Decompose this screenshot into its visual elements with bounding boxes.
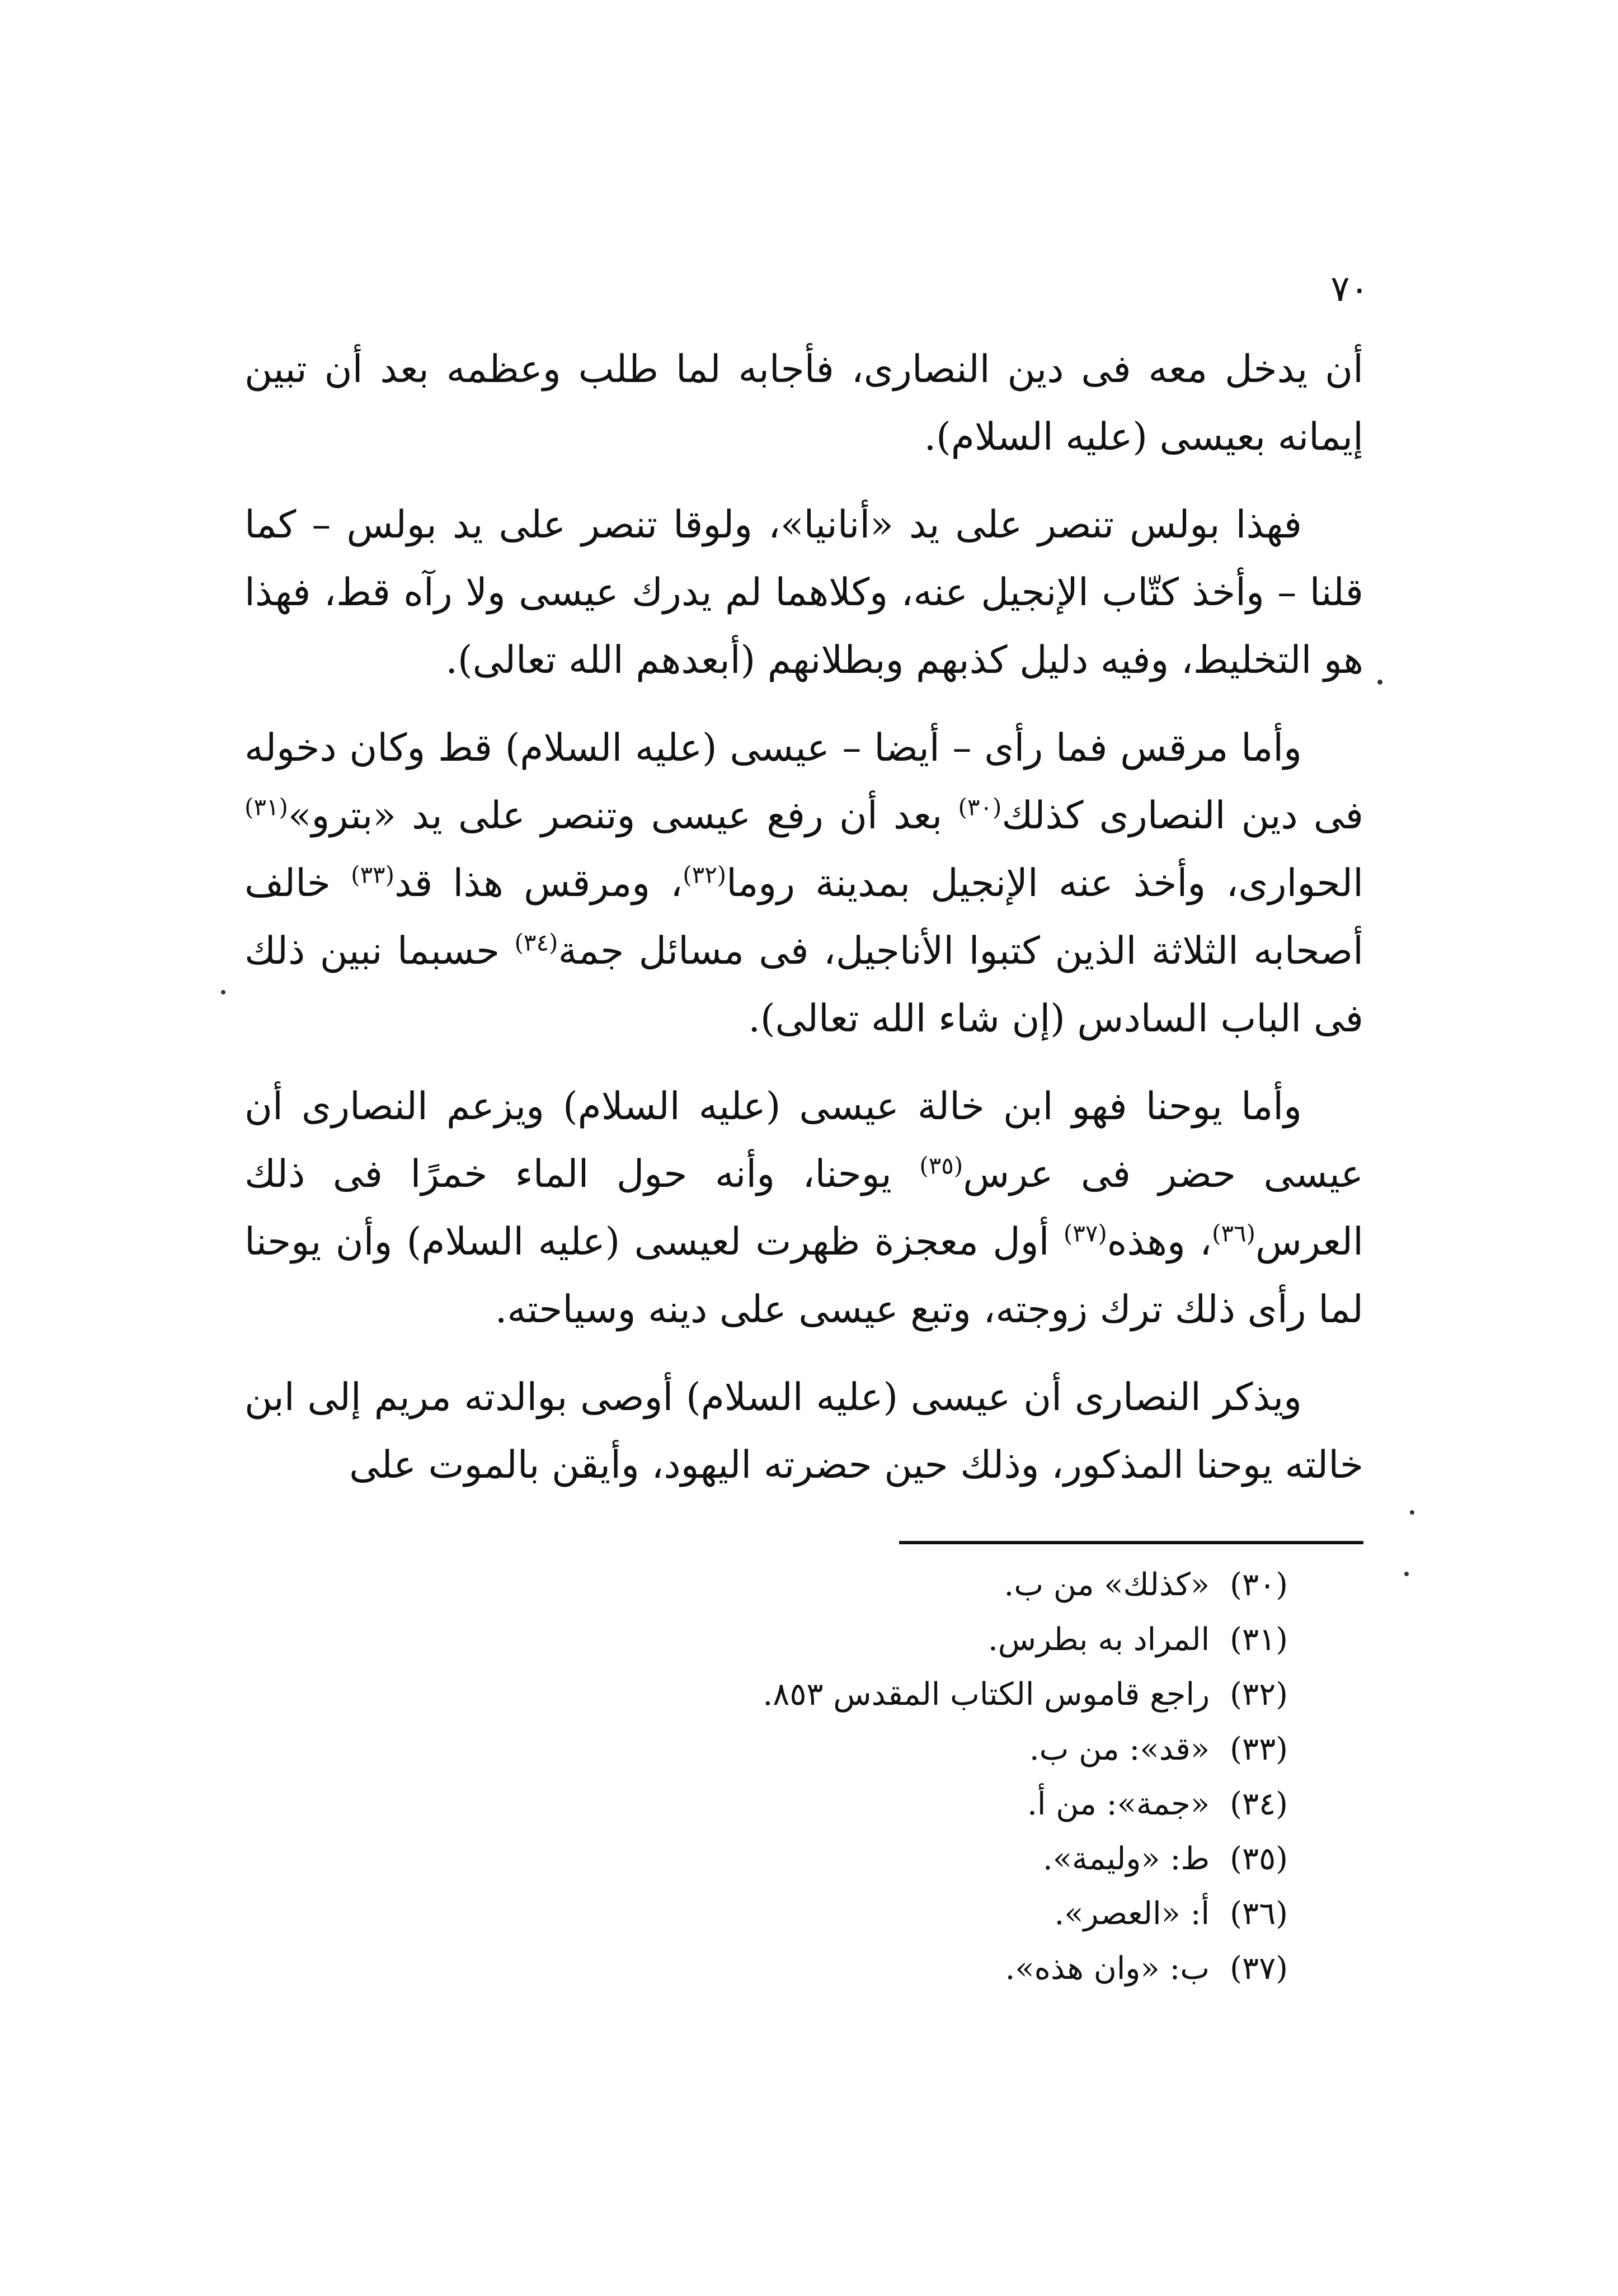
footnote-number: (٣٣): [1230, 1731, 1288, 1767]
scan-speck: [1410, 1510, 1414, 1515]
footnote-ref-35[interactable]: (٣٥): [919, 1152, 963, 1180]
footnote-ref-32[interactable]: (٣٢): [683, 861, 727, 889]
paragraph-4-text: أول معجزة ظهرت لعيسى (عليه السلام) وأن يوحنا لما رأى ذلك ترك زوجته، وتبع عيسى على دينه وسياحته.: [244, 1220, 1363, 1332]
paragraph-4-text: يوحنا، وأنه حول الماء خمرًا فى ذلك العرس: [244, 1152, 1363, 1264]
footnote-37: [561, 1941, 1288, 1996]
footnote-text: «قد»: من ب.: [1029, 1731, 1210, 1767]
footnote-34: [561, 1777, 1288, 1832]
footnote-ref-33[interactable]: (٣٣): [351, 861, 394, 889]
footnote-ref-36[interactable]: (٣٦): [1212, 1219, 1256, 1247]
footnote-32: [561, 1667, 1288, 1722]
paragraph-5: ويذكر النصارى أن عيسى (عليه السلام) أوصى بوالدته مريم إلى ابن خالته يوحنا المذكور، وذلك حين حضرته اليهود، وأيقن بالموت على: [244, 1375, 1363, 1487]
footnote-30: [561, 1558, 1288, 1613]
paragraph-3: [244, 714, 1363, 1053]
footnote-text: ب: «وان هذه».: [1005, 1950, 1210, 1987]
footnote-36: [561, 1887, 1288, 1941]
page-number: ٧٠: [1330, 268, 1369, 310]
scan-speck: [1377, 680, 1382, 685]
footnote-separator: [899, 1541, 1363, 1544]
scan-speck: [1404, 1572, 1409, 1576]
footnote-text: المراد به بطرس.: [987, 1621, 1210, 1658]
footnote-number: (٣١): [1230, 1621, 1288, 1658]
footnote-text: راجع قاموس الكتاب المقدس ٨٥٣.: [763, 1676, 1210, 1713]
footnote-31: [561, 1613, 1288, 1667]
footnote-text: «كذلك» من ب.: [1004, 1567, 1210, 1603]
footnote-number: (٣٥): [1230, 1841, 1288, 1877]
footnotes-list: [561, 1558, 1288, 1996]
paragraph-3-text: ، ومرقس هذا قد: [394, 861, 683, 906]
main-text: [244, 336, 1363, 1519]
footnote-number: (٣٦): [1230, 1896, 1288, 1932]
footnote-number: (٣٢): [1230, 1676, 1288, 1713]
paragraph-3-text: وأما مرقس فما رأى – أيضا – عيسى (عليه السلام) قط وكان دخوله فى دين النصارى كذلك: [244, 726, 1363, 838]
footnote-33: [561, 1722, 1288, 1777]
footnote-ref-31[interactable]: (٣١): [244, 793, 288, 821]
paragraph-4: [244, 1073, 1363, 1343]
footnote-text: أ: «العصر».: [1054, 1896, 1210, 1932]
paragraph-4-text: وأما يوحنا فهو ابن خالة عيسى (عليه السلام) ويزعم النصارى أن عيسى حضر فى عرس: [244, 1085, 1363, 1196]
footnote-number: (٣٤): [1230, 1786, 1288, 1822]
paragraph-3-text: بعد أن رفع عيسى وتنصر على يد «بترو»: [288, 794, 958, 838]
paragraph-3-text: خالف أصحابه الثلاثة الذين كتبوا الأناجيل، فى مسائل جمة: [244, 861, 1363, 973]
scan-speck: [221, 990, 225, 994]
paragraph-2: فهذا بولس تنصر على يد «أنانيا»، ولوقا تنصر على يد بولس – كما قلنا – وأخذ كتّاب الإنجيل عنه، وكلاهما لم يدرك عيسى ولا رآه قط، فهذا هو التخليط، وفيه دليل كذبهم وبطلانهم (أبعدهم الله تعالى).: [244, 503, 1363, 682]
footnote-ref-30[interactable]: (٣٠): [958, 793, 1002, 821]
footnote-ref-34[interactable]: (٣٤): [514, 928, 558, 956]
footnote-text: ط: «وليمة».: [1042, 1841, 1210, 1877]
footnote-number: (٣٠): [1230, 1567, 1288, 1603]
paragraph-4-text: ، وهذه: [1107, 1220, 1212, 1264]
footnote-text: «جمة»: من أ.: [1027, 1786, 1210, 1822]
paragraph-3-text: حسبما نبين ذلك فى الباب السادس (إن شاء الله تعالى).: [244, 929, 1363, 1041]
footnote-35: [561, 1832, 1288, 1887]
footnote-ref-37[interactable]: (٣٧): [1063, 1219, 1107, 1247]
paragraph-3-text: الحوارى، وأخذ عنه الإنجيل بمدينة روما: [726, 861, 1363, 906]
footnote-number: (٣٧): [1230, 1950, 1288, 1987]
paragraph-1: أن يدخل معه فى دين النصارى، فأجابه لما طلب وعظمه بعد أن تبين إيمانه بعيسى (عليه السلام).: [244, 347, 1363, 459]
